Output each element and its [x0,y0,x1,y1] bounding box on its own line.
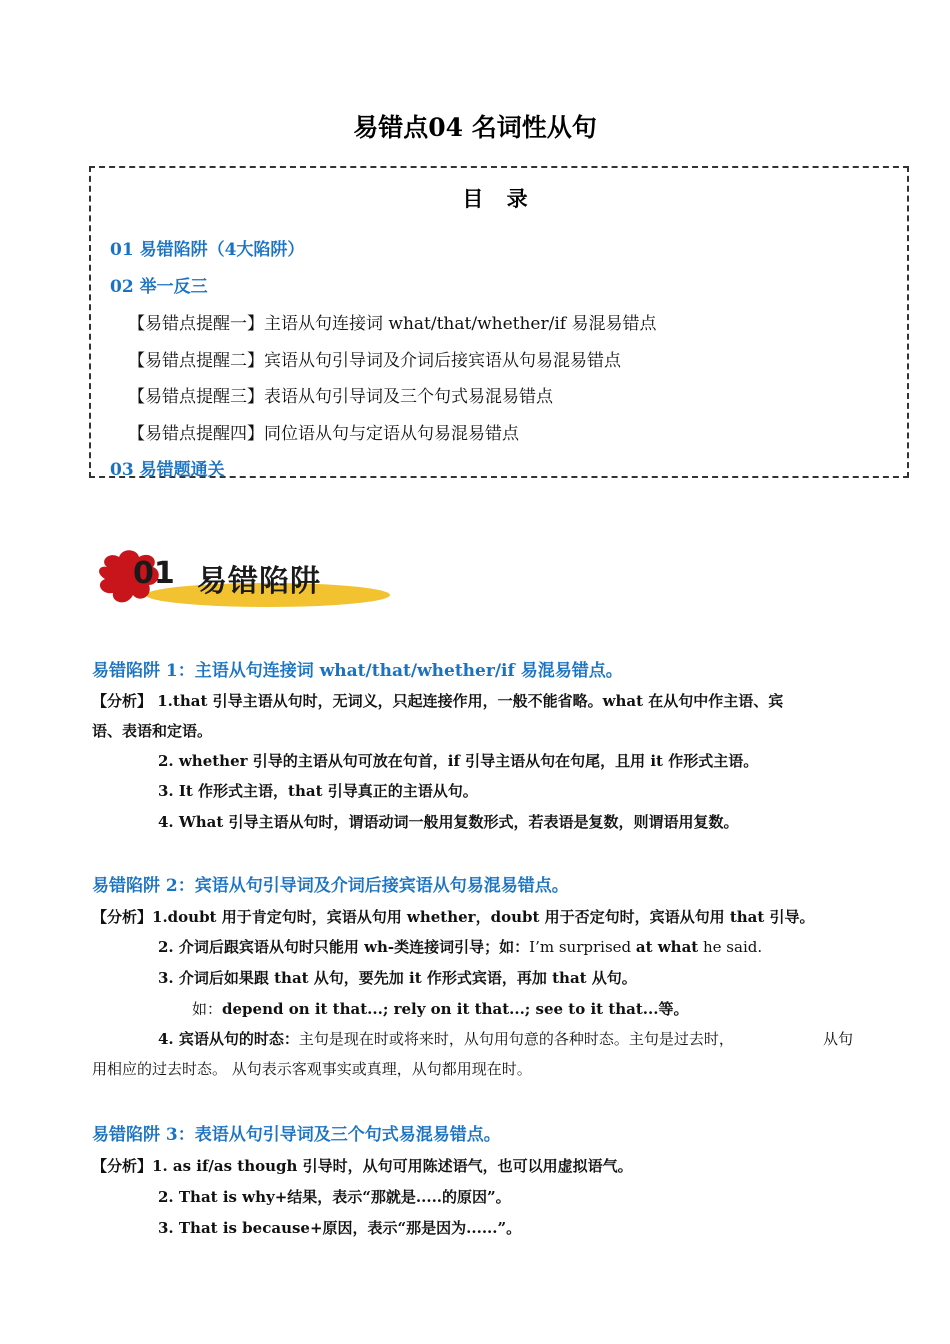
trap2-ex-text: depend on it that...; rely on it that...; see to it that...等。 [222,1000,689,1018]
page-title: 易错点04 名词性从句 [353,113,597,142]
trap1-para1-line2: 语、表语和定语。 [92,722,213,740]
trap2-para4-line2: 用相应的过去时态。 从句表示客观事实或真理，从句都用现在时。 [92,1060,532,1078]
trap3-para2: 2. That is why+结果，表示“那就是.....的原因”。 [158,1188,511,1206]
toc-link-examples[interactable]: 02 举一反三 [110,277,208,297]
trap2-p2-example-start: I’m surprised [529,938,636,956]
trap2-tag: 【分析】 [92,908,153,926]
trap2-heading: 易错陷阱 2：宾语从句引导词及介词后接宾语从句易混易错点。 [92,876,569,896]
toc-item-4[interactable]: 【易错点提醒四】同位语从句与定语从句易混易错点 [128,424,519,444]
trap2-p2-example-key: at what [635,938,699,956]
banner-number: 01 [133,556,175,591]
trap3-p1-text: 1. as if/as though 引导时，从句可用陈述语气，也可以用虚拟语气。 [152,1157,633,1175]
trap2-para4-line1 [158,1028,734,1049]
trap2-p4-text: 主句是现在时或将来时，从句用句意的各种时态。主句是过去时， [298,1030,734,1048]
trap2-p1-text: 1.doubt 用于肯定句时，宾语从句用 whether，doubt 用于否定句时，宾语从句用 that 引导。 [152,908,815,926]
banner-label: 易错陷阱 [197,564,321,599]
trap2-para4-tail: 从句 [823,1030,854,1048]
toc-item-2[interactable]: 【易错点提醒二】宾语从句引导词及介词后接宾语从句易混易错点 [128,351,621,371]
toc-link-traps[interactable]: 01 易错陷阱（4大陷阱） [110,240,305,260]
trap2-p2-rule: 2. 介词后跟宾语从句时只能用 wh-类连接词引导；如： [158,938,530,956]
trap2-para3-example [192,998,688,1019]
trap2-para3: 3. 介词后如果跟 that 从句，要先加 it 作形式宾语，再加 that 从句。 [158,969,637,987]
trap2-ex-prefix: 如： [192,1000,223,1018]
trap1-p1-text: 1.that 引导主语从句时，无词义，只起连接作用，一般不能省略。what 在从句中作主语、宾 [152,692,784,710]
trap3-tag: 【分析】 [92,1157,153,1175]
trap1-heading: 易错陷阱 1：主语从句连接词 what/that/whether/if 易混易错点。 [92,661,623,681]
toc-link-exercises[interactable]: 03 易错题通关 [110,460,225,480]
trap1-tag: 【分析】 [92,692,153,710]
trap2-p4-label: 4. 宾语从句的时态： [158,1030,299,1048]
trap2-p2-example-end: he said. [698,938,763,956]
trap2-para2 [158,936,762,957]
trap1-para3: 3. It 作形式主语，that 引导真正的主语从句。 [158,782,478,800]
trap1-para1-line1 [92,690,783,711]
toc-item-1[interactable]: 【易错点提醒一】主语从句连接词 what/that/whether/if 易混易错点 [128,314,657,334]
trap2-para1 [92,906,815,927]
toc-heading: 目 录 [462,186,536,211]
section-banner [93,545,393,615]
toc-item-3[interactable]: 【易错点提醒三】表语从句引导词及三个句式易混易错点 [128,387,553,407]
trap1-para4: 4. What 引导主语从句时，谓语动词一般用复数形式，若表语是复数，则谓语用复数。 [158,813,739,831]
trap1-para2: 2. whether 引导的主语从句可放在句首，if 引导主语从句在句尾，且用 it 作形式主语。 [158,752,759,770]
trap3-para3: 3. That is because+原因，表示“那是因为......”。 [158,1219,522,1237]
trap3-heading: 易错陷阱 3：表语从句引导词及三个句式易混易错点。 [92,1125,501,1145]
trap3-para1 [92,1155,633,1176]
